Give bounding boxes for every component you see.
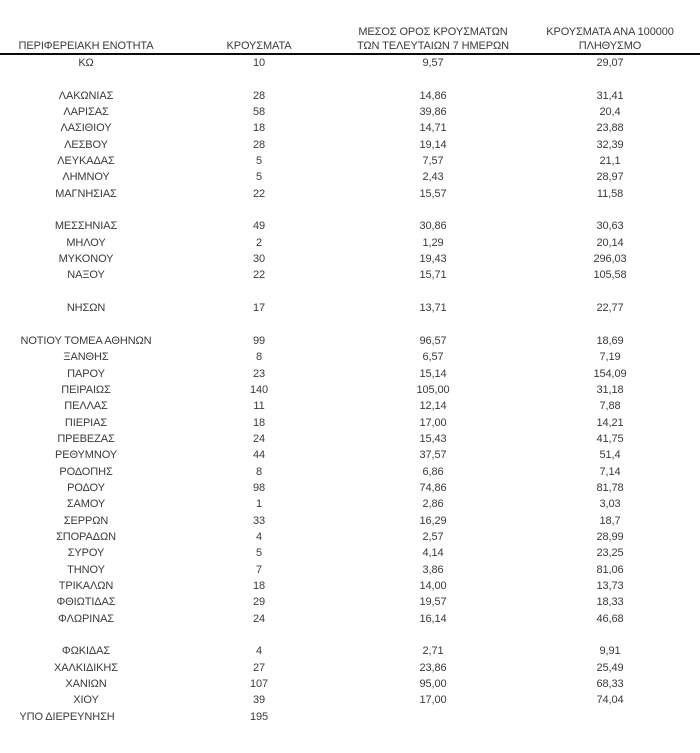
column-header-region-line: ΠΕΡΙΦΕΡΕΙΑΚΗ ΕΝΟΤΗΤΑ	[18, 39, 154, 52]
table-row	[0, 578, 700, 594]
cell-region	[0, 169, 172, 185]
table-row	[0, 562, 700, 578]
cell-avg7: 74,86	[419, 481, 447, 494]
cell-cases: 33	[252, 514, 266, 527]
cell-avg7: 14,86	[419, 89, 447, 102]
cell-region	[0, 398, 172, 414]
column-header-per100k-line2: ΠΛΗΘΥΣΜΟ	[578, 39, 642, 52]
cell-region	[0, 496, 172, 512]
cell-per100k: 28,99	[596, 530, 624, 543]
cell-avg7: 37,57	[419, 449, 447, 462]
cell-cases: 17	[252, 302, 266, 315]
cell-avg7: 2,71	[422, 645, 444, 658]
spacer-cell	[0, 202, 700, 218]
cell-avg7: 14,71	[419, 122, 447, 135]
spacer-cell	[0, 284, 700, 300]
cell-avg7: 19,43	[419, 253, 447, 266]
cell-avg7: 17,00	[419, 694, 447, 707]
spacer-row	[0, 284, 700, 300]
cell-avg7: 16,14	[419, 612, 447, 625]
cell-region	[0, 660, 172, 676]
cell-per100k: 18,33	[596, 596, 624, 609]
region-label: ΚΩ	[78, 57, 94, 69]
header-row	[0, 0, 700, 54]
cell-region	[0, 137, 172, 153]
cell-region	[0, 153, 172, 169]
cell-avg7: 14,00	[419, 580, 447, 592]
cell-per100k	[520, 709, 700, 725]
table-row	[0, 104, 700, 120]
cell-avg7: 15,43	[419, 432, 447, 445]
cell-region	[0, 464, 172, 480]
cell-avg7: 105,00	[416, 383, 450, 396]
table-row	[0, 333, 700, 349]
region-label: ΝΑΞΟΥ	[67, 269, 105, 282]
table-row	[0, 267, 700, 283]
cell-region	[0, 545, 172, 561]
spacer-row	[0, 202, 700, 218]
cell-avg7: 30,86	[419, 220, 447, 233]
spacer-row	[0, 627, 700, 643]
region-label: ΧΑΛΚΙΔΙΚΗΣ	[54, 661, 118, 674]
cell-per100k: 46,68	[596, 612, 624, 625]
region-label: ΠΕΙΡΑΙΩΣ	[61, 383, 111, 396]
column-header-cases-line: ΚΡΟΥΣΜΑΤΑ	[226, 39, 292, 52]
cell-per100k: 30,63	[596, 220, 624, 233]
region-label: ΡΕΘΥΜΝΟΥ	[54, 449, 118, 462]
cell-avg7: 16,29	[419, 514, 447, 527]
cell-region	[0, 382, 172, 398]
cell-avg7: 7,57	[422, 155, 444, 168]
cell-avg7: 15,71	[419, 269, 447, 282]
cell-avg7: 6,57	[422, 351, 444, 364]
cell-cases: 140	[249, 383, 269, 396]
cell-per100k: 41,75	[596, 432, 624, 445]
cell-per100k: 22,77	[596, 302, 624, 315]
table-row	[0, 251, 700, 267]
cell-region	[0, 513, 172, 529]
cell-avg7: 12,14	[419, 400, 447, 413]
cell-per100k: 154,09	[593, 367, 627, 380]
table-row	[0, 120, 700, 136]
cell-cases: 107	[249, 678, 269, 691]
cell-cases: 29	[252, 596, 266, 609]
table-row	[0, 692, 700, 708]
cell-per100k: 31,41	[596, 89, 624, 102]
table-row	[0, 496, 700, 512]
table-row	[0, 218, 700, 234]
cell-avg7: 6,86	[422, 465, 444, 478]
cell-cases: 8	[255, 351, 263, 364]
cell-cases: 195	[249, 710, 269, 723]
region-label: ΠΙΕΡΙΑΣ	[64, 416, 108, 429]
cell-cases: 10	[252, 57, 266, 69]
table-row	[0, 643, 700, 659]
table-row	[0, 415, 700, 431]
table-row	[0, 513, 700, 529]
cell-cases: 5	[255, 547, 263, 560]
region-label: ΠΡΕΒΕΖΑΣ	[57, 432, 115, 445]
cell-cases: 30	[252, 253, 266, 266]
cell-per100k: 7,19	[599, 351, 621, 364]
cell-region	[0, 88, 172, 104]
cell-per100k: 18,69	[596, 334, 624, 347]
cell-region	[0, 235, 172, 251]
cell-cases: 4	[255, 530, 263, 543]
region-label: ΠΑΡΟΥ	[67, 367, 105, 380]
cell-per100k: 51,4	[599, 449, 621, 462]
cell-per100k: 28,97	[596, 171, 624, 184]
cell-region	[0, 480, 172, 496]
cell-region	[0, 333, 172, 349]
cell-per100k: 68,33	[596, 678, 624, 691]
cell-cases: 44	[252, 449, 266, 462]
region-label: ΣΕΡΡΩΝ	[63, 514, 109, 527]
cell-cases: 1	[255, 498, 263, 511]
region-label: ΜΕΣΣΗΝΙΑΣ	[54, 220, 118, 233]
table-row	[0, 480, 700, 496]
region-label: ΧΙΟΥ	[73, 694, 99, 707]
cell-per100k: 3,03	[599, 498, 621, 511]
cell-region	[0, 267, 172, 283]
table-row	[0, 545, 700, 561]
column-header-region	[0, 0, 172, 54]
cell-cases: 7	[255, 563, 263, 576]
cell-region	[0, 676, 172, 692]
cell-region	[0, 104, 172, 120]
cell-region	[0, 562, 172, 578]
spacer-cell	[0, 627, 700, 643]
column-header-avg7-line1: ΜΕΣΟΣ ΟΡΟΣ ΚΡΟΥΣΜΑΤΩΝ	[358, 26, 508, 38]
cell-avg7: 23,86	[419, 661, 447, 674]
cell-per100k: 20,4	[599, 106, 621, 119]
table-row	[0, 464, 700, 480]
cell-region	[0, 251, 172, 267]
region-label: ΦΘΙΩΤΙΔΑΣ	[56, 596, 116, 609]
cell-region	[0, 709, 172, 725]
cell-region	[0, 218, 172, 234]
cell-avg7: 1,29	[422, 236, 444, 249]
table-row	[0, 611, 700, 627]
column-header-avg7-line2: ΤΩΝ ΤΕΛΕΥΤΑΙΩΝ 7 ΗΜΕΡΩΝ	[357, 39, 509, 52]
cell-per100k: 18,7	[599, 514, 621, 527]
cell-cases: 39	[252, 694, 266, 707]
region-label: ΥΠΟ ΔΙΕΡΕΥΝΗΣΗ	[19, 710, 115, 723]
column-header-avg7	[346, 0, 520, 54]
cell-region	[0, 300, 172, 316]
cell-cases: 28	[252, 138, 266, 151]
cell-per100k: 14,21	[596, 416, 624, 429]
cell-cases: 5	[255, 171, 263, 184]
cell-cases: 28	[252, 89, 266, 102]
cell-avg7: 19,14	[419, 138, 447, 151]
region-label: ΤΗΝΟΥ	[67, 563, 105, 576]
region-label: ΠΕΛΛΑΣ	[64, 400, 108, 413]
cell-avg7: 2,86	[422, 498, 444, 511]
table-row	[0, 54, 700, 71]
cell-region	[0, 447, 172, 463]
cell-per100k: 81,78	[596, 481, 624, 494]
cell-region	[0, 692, 172, 708]
cell-per100k: 23,88	[596, 122, 624, 135]
cell-avg7: 39,86	[419, 106, 447, 119]
table-row	[0, 300, 700, 316]
cell-per100k: 9,91	[599, 645, 621, 658]
cell-per100k: 13,73	[596, 580, 624, 592]
cell-region	[0, 120, 172, 136]
table-row	[0, 594, 700, 610]
cell-avg7: 15,14	[419, 367, 447, 380]
region-label: ΜΗΛΟΥ	[66, 236, 106, 249]
cell-per100k: 31,18	[596, 383, 624, 396]
cell-region	[0, 529, 172, 545]
cell-cases: 27	[252, 661, 266, 674]
table-body	[0, 54, 700, 725]
table-row	[0, 366, 700, 382]
cell-cases: 58	[252, 106, 266, 119]
cell-cases: 23	[252, 367, 266, 380]
cell-cases: 2	[255, 236, 263, 249]
cell-cases: 98	[252, 481, 266, 494]
region-label: ΝΟΤΙΟΥ ΤΟΜΕΑ ΑΘΗΝΩΝ	[20, 334, 152, 347]
cell-per100k: 74,04	[596, 694, 624, 707]
table-row	[0, 349, 700, 365]
table-row	[0, 169, 700, 185]
cell-per100k: 11,58	[596, 187, 624, 200]
region-label: ΝΗΣΩΝ	[66, 302, 106, 315]
cell-cases: 22	[252, 269, 266, 282]
cell-region	[0, 594, 172, 610]
region-label: ΡΟΔΟΥ	[67, 481, 105, 494]
table-row	[0, 398, 700, 414]
cell-per100k: 20,14	[596, 236, 624, 249]
cell-cases: 49	[252, 220, 266, 233]
cell-region	[0, 349, 172, 365]
cell-region	[0, 54, 172, 71]
cell-cases: 11	[253, 400, 265, 413]
cell-region	[0, 431, 172, 447]
table-row	[0, 186, 700, 202]
table-row	[0, 447, 700, 463]
cell-per100k: 23,25	[596, 547, 624, 560]
cell-cases: 99	[252, 334, 266, 347]
cell-per100k: 81,06	[596, 563, 624, 576]
cell-region	[0, 578, 172, 594]
spacer-row	[0, 317, 700, 333]
cell-region	[0, 415, 172, 431]
cell-per100k: 296,03	[593, 253, 627, 266]
spacer-cell	[0, 71, 700, 87]
spacer-cell	[0, 317, 700, 333]
region-label: ΛΑΣΙΘΙΟΥ	[60, 122, 112, 135]
table-row	[0, 235, 700, 251]
region-label: ΞΑΝΘΗΣ	[63, 351, 109, 364]
cell-cases: 8	[255, 465, 263, 478]
cell-avg7: 3,86	[422, 563, 444, 576]
cell-per100k: 25,49	[596, 661, 624, 674]
cell-avg7: 17,00	[419, 416, 447, 429]
cell-per100k: 29,07	[596, 57, 624, 69]
region-label: ΣΑΜΟΥ	[66, 498, 106, 511]
cell-avg7: 2,43	[422, 171, 444, 184]
region-label: ΣΠΟΡΑΔΩΝ	[56, 530, 116, 543]
table-row	[0, 88, 700, 104]
cell-avg7: 19,57	[419, 596, 447, 609]
region-label: ΦΩΚΙΔΑΣ	[61, 645, 111, 658]
cell-avg7: 96,57	[419, 334, 447, 347]
table-row	[0, 382, 700, 398]
region-label: ΛΗΜΝΟΥ	[62, 171, 110, 184]
spacer-row	[0, 71, 700, 87]
cell-cases: 18	[252, 580, 266, 592]
cell-cases: 5	[255, 155, 263, 168]
region-label: ΛΑΡΙΣΑΣ	[63, 106, 109, 119]
table-row	[0, 709, 700, 725]
cell-cases: 18	[252, 122, 266, 135]
cell-per100k: 105,58	[593, 269, 627, 282]
region-label: ΡΟΔΟΠΗΣ	[59, 465, 113, 478]
cell-avg7: 2,57	[422, 530, 444, 543]
cell-avg7: 15,57	[419, 187, 447, 200]
cell-avg7: 9,57	[422, 57, 444, 69]
cell-per100k: 21,1	[599, 155, 621, 168]
region-label: ΜΑΓΝΗΣΙΑΣ	[55, 187, 117, 200]
region-label: ΜΥΚΟΝΟΥ	[58, 253, 114, 266]
cell-avg7: 95,00	[419, 678, 447, 691]
cell-region	[0, 643, 172, 659]
cell-cases: 24	[252, 432, 266, 445]
table-row	[0, 529, 700, 545]
region-label: ΣΥΡΟΥ	[67, 547, 105, 560]
region-label: ΦΛΩΡΙΝΑΣ	[57, 612, 115, 625]
table-row	[0, 660, 700, 676]
table-header	[0, 0, 700, 54]
cell-per100k: 32,39	[596, 138, 624, 151]
cell-cases: 18	[252, 416, 266, 429]
region-label: ΧΑΝΙΩΝ	[65, 678, 107, 691]
column-header-cases	[172, 0, 346, 54]
region-label: ΤΡΙΚΑΛΩΝ	[58, 580, 114, 592]
cell-avg7: 13,71	[419, 302, 447, 315]
column-header-per100k-line1: ΚΡΟΥΣΜΑΤΑ ΑΝΑ 100000	[546, 26, 674, 38]
cell-region	[0, 366, 172, 382]
table-row	[0, 431, 700, 447]
cell-per100k: 7,14	[599, 465, 621, 478]
cell-per100k: 7,88	[599, 400, 621, 413]
table-row	[0, 676, 700, 692]
cell-avg7	[346, 709, 520, 725]
region-label: ΛΑΚΩΝΙΑΣ	[58, 89, 114, 102]
cell-region	[0, 611, 172, 627]
cell-cases: 24	[252, 612, 266, 625]
table-row	[0, 137, 700, 153]
column-header-per100k	[520, 0, 700, 54]
cell-avg7: 4,14	[422, 547, 444, 560]
cell-region	[0, 186, 172, 202]
cell-cases: 22	[252, 187, 266, 200]
region-label: ΛΕΣΒΟΥ	[64, 138, 108, 151]
table-row	[0, 153, 700, 169]
region-label: ΛΕΥΚΑΔΑΣ	[57, 155, 115, 168]
cell-cases: 4	[255, 645, 263, 658]
